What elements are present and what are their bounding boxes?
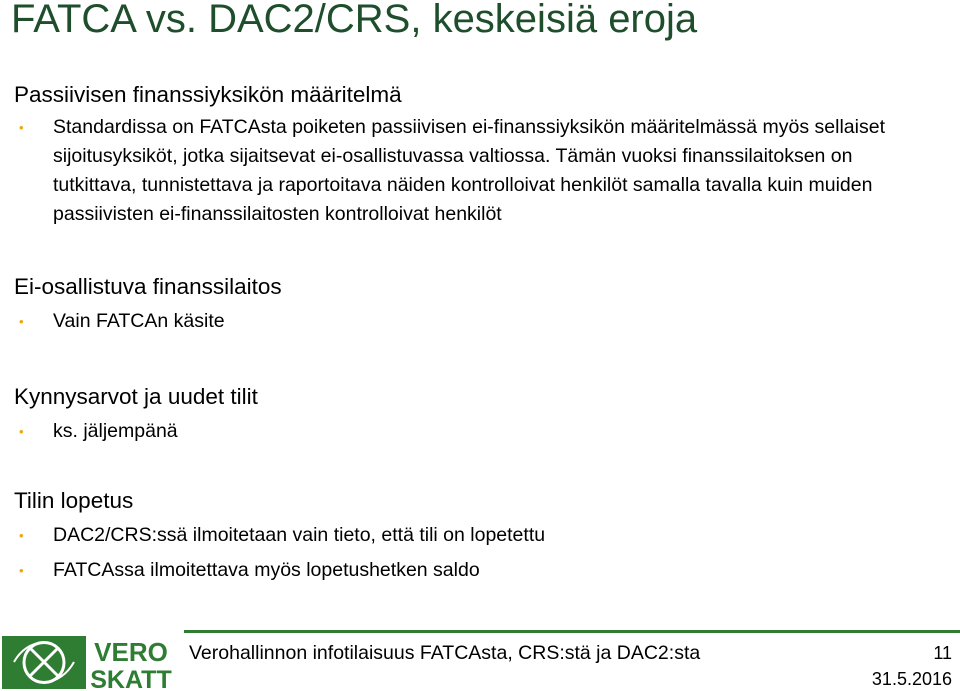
footer-divider xyxy=(184,630,960,633)
footer-text: Verohallinnon infotilaisuus FATCAsta, CRS:stä ja DAC2:sta xyxy=(189,642,701,664)
page-title: FATCA vs. DAC2/CRS, keskeisiä eroja xyxy=(11,0,698,41)
list-item-text: Standardissa on FATCAsta poiketen passiivisen ei-finanssiyksikön määritelmässä myös sellaiset sijoitusyksiköt, jotka sijaitsevat ei-osallistuvassa valtiossa. Tämän vuoksi finanssilaitoksen on tutkittava, tunnistettava ja raportoitava näiden kontrolloivat henkilöt samalla tavalla kuin muiden passiivisten ei-finanssilaitosten kontrolloivat henkilöt xyxy=(53,116,885,225)
list-item xyxy=(19,556,939,585)
list-item xyxy=(19,113,939,229)
bullet-dot-icon: • xyxy=(19,120,24,135)
footer-date: 31.5.2016 xyxy=(871,669,952,689)
section-heading-non-participating: Ei-osallistuva finanssilaitos xyxy=(14,274,282,299)
list-item-text: ks. jäljempänä xyxy=(53,420,178,442)
list-item xyxy=(19,307,939,336)
bullet-dot-icon: • xyxy=(19,314,24,329)
list-item xyxy=(19,521,939,550)
list-item xyxy=(19,417,939,446)
section-heading-passive-definition: Passiivisen finanssiyksikön määritelmä xyxy=(14,82,402,107)
section-heading-thresholds: Kynnysarvot ja uudet tilit xyxy=(14,384,258,409)
bullet-dot-icon: • xyxy=(19,528,24,543)
section-heading-account-closure: Tilin lopetus xyxy=(14,488,134,513)
bullet-dot-icon: • xyxy=(19,424,24,439)
list-item-text: DAC2/CRS:ssä ilmoitetaan vain tieto, että tili on lopetettu xyxy=(53,524,546,546)
list-item-text: FATCAssa ilmoitettava myös lopetushetken saldo xyxy=(53,559,480,581)
bullet-dot-icon: • xyxy=(19,563,24,578)
page-number: 11 xyxy=(933,643,952,663)
list-item-text: Vain FATCAn käsite xyxy=(53,310,225,332)
logo-text-vero: VERO xyxy=(94,637,168,667)
vero-skatt-logo xyxy=(0,634,176,691)
logo-text-skatt: SKATT xyxy=(90,666,172,691)
